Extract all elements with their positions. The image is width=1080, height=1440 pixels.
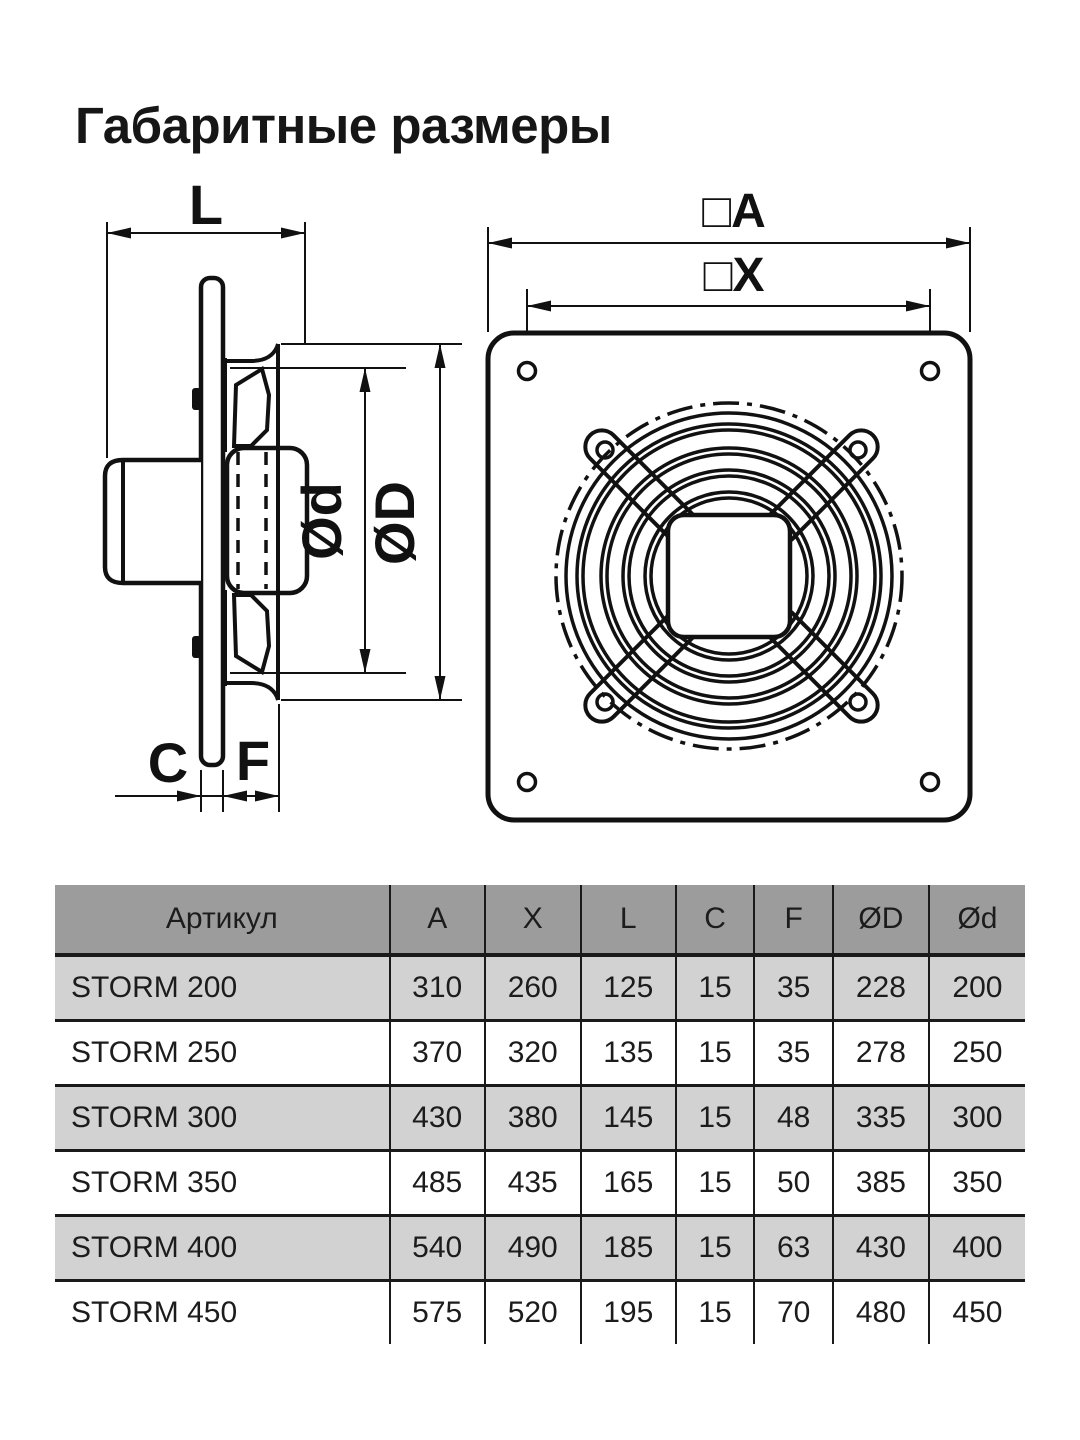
cell-value: 50 [754,1151,833,1216]
cell-value: 15 [676,1151,755,1216]
cell-value: 165 [581,1151,676,1216]
header-A: A [390,885,485,955]
cell-value: 185 [581,1216,676,1281]
cell-article: STORM 300 [71,1101,238,1134]
arrowhead [223,791,247,802]
cell-value: 260 [485,955,581,1021]
plate-clip [192,636,201,658]
table-header-row [55,885,1025,955]
label-F: F [235,729,271,792]
hub-cover [668,515,790,637]
cell-value: 575 [390,1281,485,1345]
label-square-X: □X [703,249,765,302]
arrowhead [906,301,930,312]
header-C: C [676,885,755,955]
label-od-big: ØD [363,481,426,565]
cell-value: 485 [390,1151,485,1216]
table-row [55,1151,1025,1216]
fan-blade [234,595,269,672]
cell-article: STORM 200 [71,971,238,1004]
cell-value: 145 [581,1086,676,1151]
cell-article: STORM 350 [71,1166,238,1199]
cell-value: 250 [929,1021,1025,1086]
cell-value: 63 [754,1216,833,1281]
arrowhead [360,649,371,673]
cell-value: 400 [929,1216,1025,1281]
label-L: L [188,180,224,236]
cell-value: 435 [485,1151,581,1216]
cell-value: 520 [485,1281,581,1345]
label-C: C [147,731,189,794]
cell-value: 35 [754,1021,833,1086]
header-F: F [754,885,833,955]
cell-value: 278 [833,1021,929,1086]
arrowhead [946,238,970,249]
label-square-A: □A [702,185,766,238]
cell-value: 15 [676,1086,755,1151]
cell-value: 35 [754,955,833,1021]
table-row [55,955,1025,1021]
table-row [55,1216,1025,1281]
cell-value: 48 [754,1086,833,1151]
page-title: Габаритные размеры [75,97,612,154]
bell-top [225,344,278,361]
cell-value: 15 [676,955,755,1021]
cell-value: 135 [581,1021,676,1086]
arrowhead [435,676,446,700]
header-X: X [485,885,581,955]
cell-value: 300 [929,1086,1025,1151]
cell-value: 15 [676,1021,755,1086]
cell-value: 335 [833,1086,929,1151]
cell-value: 385 [833,1151,929,1216]
arrowhead [107,228,131,239]
cell-value: 480 [833,1281,929,1345]
cell-value: 430 [390,1086,485,1151]
side-view-drawing [70,180,480,840]
cell-value: 380 [485,1086,581,1151]
cell-value: 15 [676,1216,755,1281]
table-row [55,1021,1025,1086]
header-Od: Ød [929,885,1025,955]
cell-value: 350 [929,1151,1025,1216]
front-view-drawing [460,180,980,840]
cell-article: STORM 400 [71,1231,238,1264]
arrowhead [360,368,371,392]
fan-blade [234,369,269,446]
arrowhead [435,344,446,368]
plate-clip [192,388,201,410]
cell-article: STORM 450 [71,1296,238,1329]
table-row [55,1086,1025,1151]
cell-value: 430 [833,1216,929,1281]
header-article: Артикул [55,885,390,955]
mounting-plate [201,278,223,765]
cell-article: STORM 250 [71,1036,238,1069]
arrowhead [527,301,551,312]
cell-value: 70 [754,1281,833,1345]
cell-value: 228 [833,955,929,1021]
cell-value: 540 [390,1216,485,1281]
bell-bottom [225,683,278,700]
cell-value: 370 [390,1021,485,1086]
arrowhead [255,791,279,802]
cell-value: 200 [929,955,1025,1021]
cell-value: 195 [581,1281,676,1345]
header-OD: ØD [833,885,929,955]
label-od-small: Ød [290,482,353,560]
motor-body [105,460,201,583]
arrowhead [488,238,512,249]
cell-value: 320 [485,1021,581,1086]
arrowhead [281,228,305,239]
cell-value: 490 [485,1216,581,1281]
cell-value: 15 [676,1281,755,1345]
dimensions-table [55,885,1025,1344]
cell-value: 450 [929,1281,1025,1345]
table-row [55,1281,1025,1345]
header-L: L [581,885,676,955]
cell-value: 125 [581,955,676,1021]
cell-value: 310 [390,955,485,1021]
